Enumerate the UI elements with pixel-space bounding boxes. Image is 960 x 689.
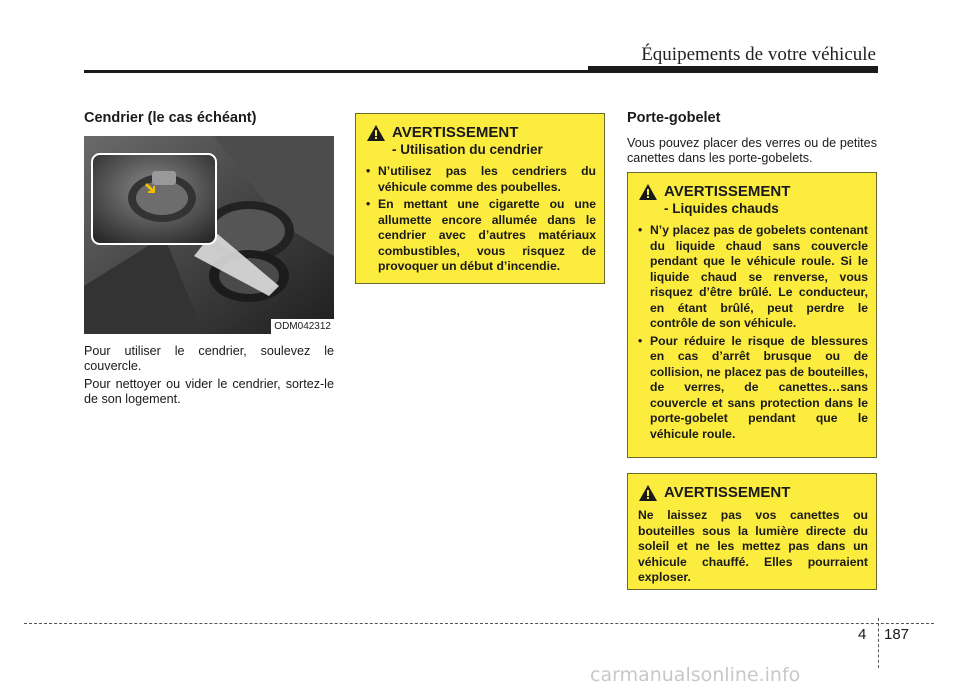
warning-triangle-icon xyxy=(638,484,658,502)
ashtray-photo xyxy=(84,136,334,334)
warning-title: AVERTISSEMENT xyxy=(664,183,791,200)
warning-item: • N’utilisez pas les cendriers du véhicule comme des poubelles. xyxy=(366,164,596,195)
image-code: ODM042312 xyxy=(271,319,334,334)
ashtray-section xyxy=(84,110,334,407)
cupholder-section xyxy=(627,110,877,166)
page-header-title: Équipements de votre véhicule xyxy=(641,44,876,65)
warning-text: Ne laissez pas vos canettes ou bouteilles sous la lumière directe du soleil et ne les mettez pas dans un véhicule chauffé. Elles pourraient exploser. xyxy=(638,508,868,584)
warning-list xyxy=(366,164,596,275)
warning-title: AVERTISSEMENT xyxy=(392,124,519,141)
ashtray-title: Cendrier (le cas échéant) xyxy=(84,110,257,126)
warning-subtitle: - Utilisation du cendrier xyxy=(392,142,543,157)
cupholder-title: Porte-gobelet xyxy=(627,110,721,126)
warning-triangle-icon xyxy=(366,124,386,142)
warning-list xyxy=(638,223,868,442)
warning-box-hot-liquids xyxy=(627,172,877,458)
warning-item: • N’y placez pas de gobelets contenant du liquide chaud sans couvercle pendant que le véhicule roule. Si le liquide chaud se renverse, vous risquez d’être brûlé. Le conducteur, en étant brûlé, peut perdre le contrôle de son véhicule. xyxy=(638,223,868,332)
warning-item: • En mettant une cigarette ou une allumette encore allumée dans le cendrier avec d’autres matériaux combustibles, vous risquez de provoquer un début d’incendie. xyxy=(366,197,596,275)
ashtray-paragraph-1: Pour utiliser le cendrier, soulevez le couvercle. xyxy=(84,344,334,373)
warning-item: • Pour réduire le risque de blessures en cas d’arrêt brusque ou de collision, ne placez pas de bouteilles, de verres, de canettes…sans couvercle et sans protection dans le porte-gobelet pendant que le véhicule roule. xyxy=(638,334,868,443)
footer-divider xyxy=(878,618,879,668)
warning-subtitle: - Liquides chauds xyxy=(664,201,779,216)
warning-box-ashtray xyxy=(355,113,605,284)
ashtray-illustration xyxy=(84,136,334,334)
ashtray-paragraph-2: Pour nettoyer ou vider le cendrier, sortez-le de son logement. xyxy=(84,377,334,406)
footer-rule xyxy=(24,623,934,624)
header-rule-accent xyxy=(588,66,878,71)
page-number: 187 xyxy=(884,626,910,643)
warning-title: AVERTISSEMENT xyxy=(664,484,791,501)
cupholder-paragraph: Vous pouvez placer des verres ou de petites canettes dans les porte-gobelets. xyxy=(627,136,877,165)
warning-triangle-icon xyxy=(638,183,658,201)
chapter-number: 4 xyxy=(858,626,867,643)
watermark-bottom[interactable]: carmanualsonline.info xyxy=(590,664,801,686)
warning-box-cans xyxy=(627,473,877,590)
